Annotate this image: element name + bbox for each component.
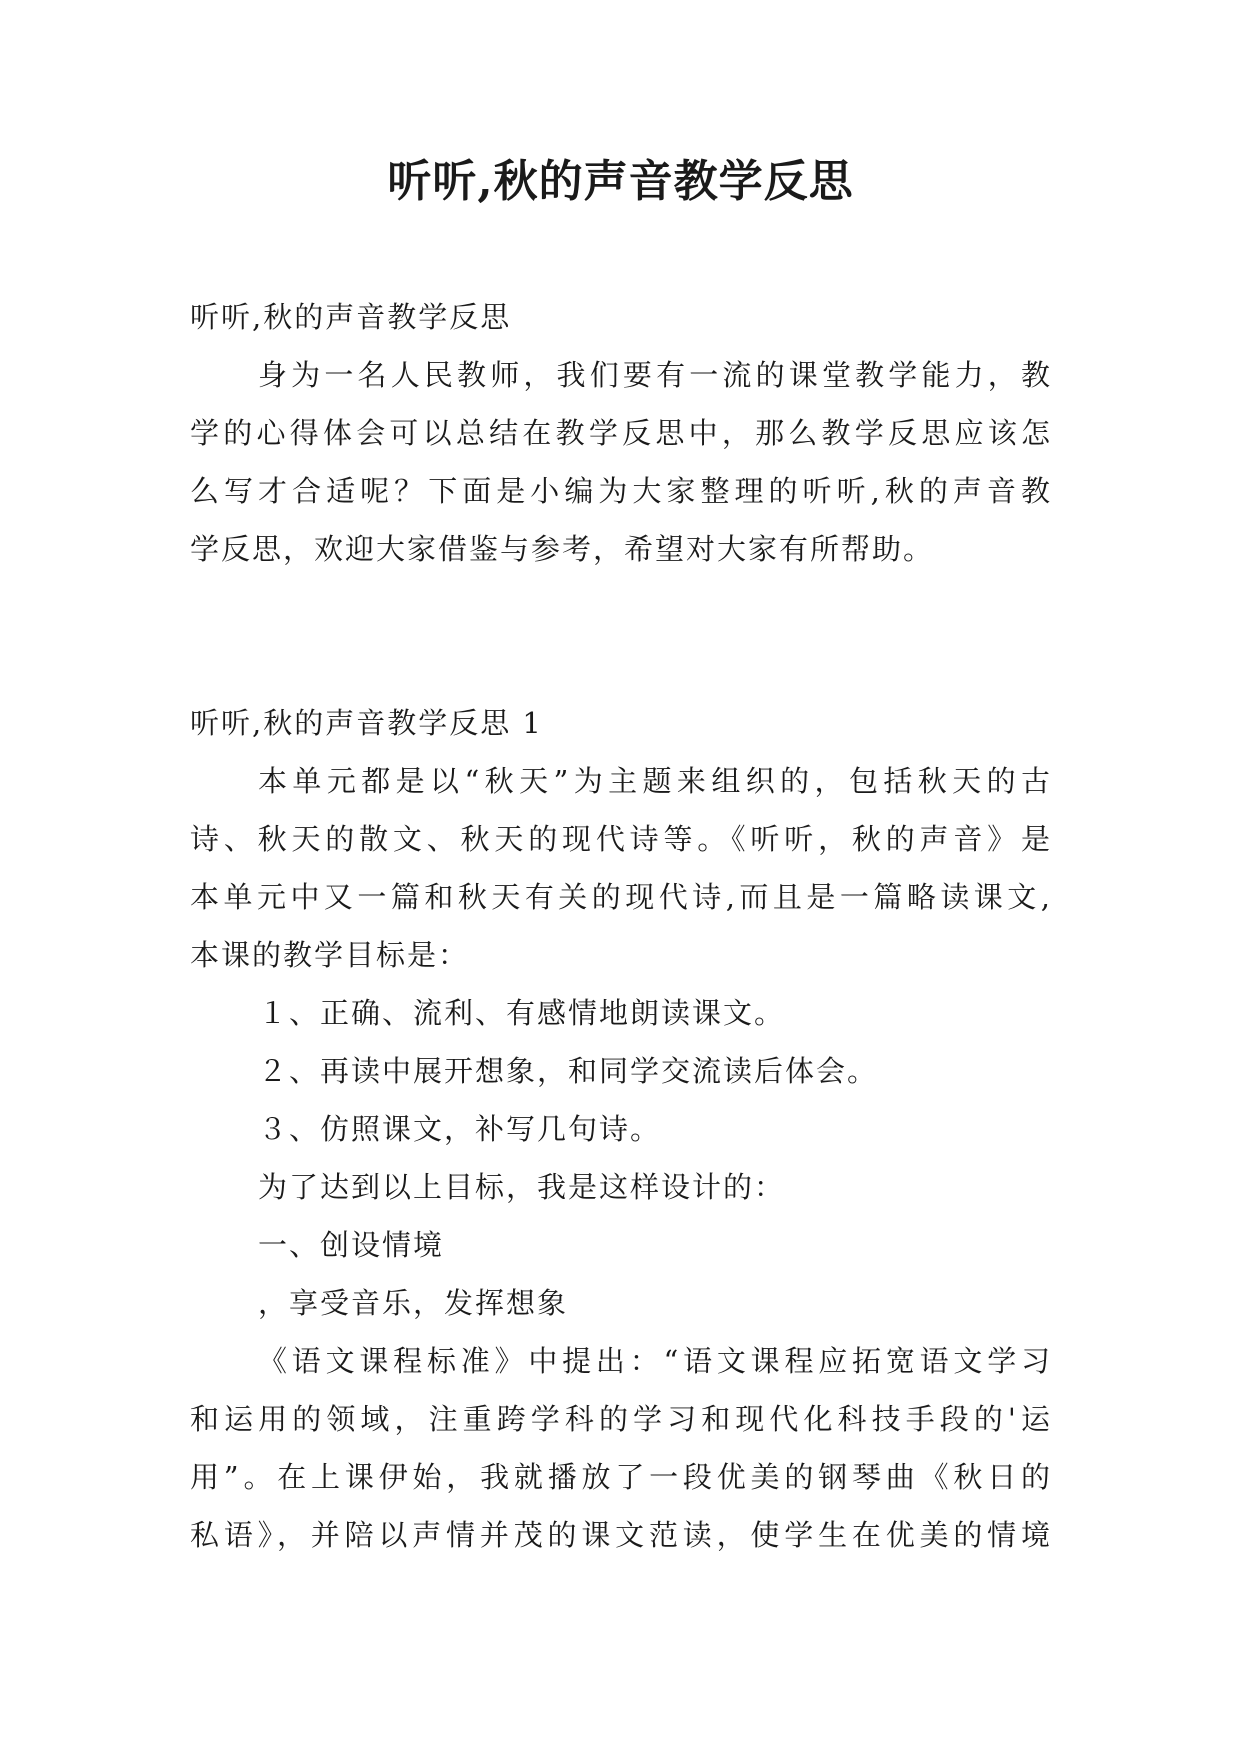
step-subtitle: ，享受音乐，发挥想象	[258, 1286, 569, 1320]
document-body	[190, 288, 1052, 1564]
paragraph-line: 诗、秋天的散文、秋天的现代诗等。《听听，秋的声音》是	[190, 822, 1052, 856]
intro-line: 学反思，欢迎大家借鉴与参考，希望对大家有所帮助。	[190, 532, 935, 566]
design-intro: 为了达到以上目标，我是这样设计的：	[258, 1170, 786, 1204]
goal-item: １、正确、流利、有感情地朗读课文。	[258, 996, 786, 1030]
intro-line: 么写才合适呢？下面是小编为大家整理的听听,秋的声音教	[190, 474, 1052, 508]
paragraph-line: 用”。在上课伊始，我就播放了一段优美的钢琴曲《秋日的	[190, 1460, 1052, 1494]
paragraph-line: 《语文课程标准》中提出：“语文课程应拓宽语文学习	[258, 1344, 1052, 1378]
section-heading: 听听,秋的声音教学反思 1	[190, 706, 543, 740]
intro-heading: 听听,秋的声音教学反思	[190, 300, 512, 334]
section-paragraph	[190, 752, 1052, 984]
paragraph-line: 私语》，并陪以声情并茂的课文范读，使学生在优美的情境	[190, 1518, 1052, 1552]
paragraph-line: 本课的教学目标是：	[190, 938, 470, 972]
step-title: 一、创设情境	[258, 1228, 445, 1262]
paragraph-line: 本单元中又一篇和秋天有关的现代诗,而且是一篇略读课文,	[190, 880, 1052, 914]
paragraph-line: 和运用的领域，注重跨学科的学习和现代化科技手段的'运	[190, 1402, 1052, 1436]
document-title: 听听,秋的声音教学反思	[387, 156, 854, 207]
intro-paragraph	[190, 346, 1052, 578]
goal-item: ２、再读中展开想象，和同学交流读后体会。	[258, 1054, 879, 1088]
paragraph-line: 本单元都是以“秋天”为主题来组织的，包括秋天的古	[258, 764, 1052, 798]
goal-item: ３、仿照课文，补写几句诗。	[258, 1112, 662, 1146]
section-gap	[190, 578, 1052, 694]
step-paragraph	[190, 1332, 1052, 1564]
intro-line: 身为一名人民教师，我们要有一流的课堂教学能力，教	[258, 358, 1052, 392]
intro-line: 学的心得体会可以总结在教学反思中，那么教学反思应该怎	[190, 416, 1052, 450]
goals-list	[190, 984, 1052, 1158]
